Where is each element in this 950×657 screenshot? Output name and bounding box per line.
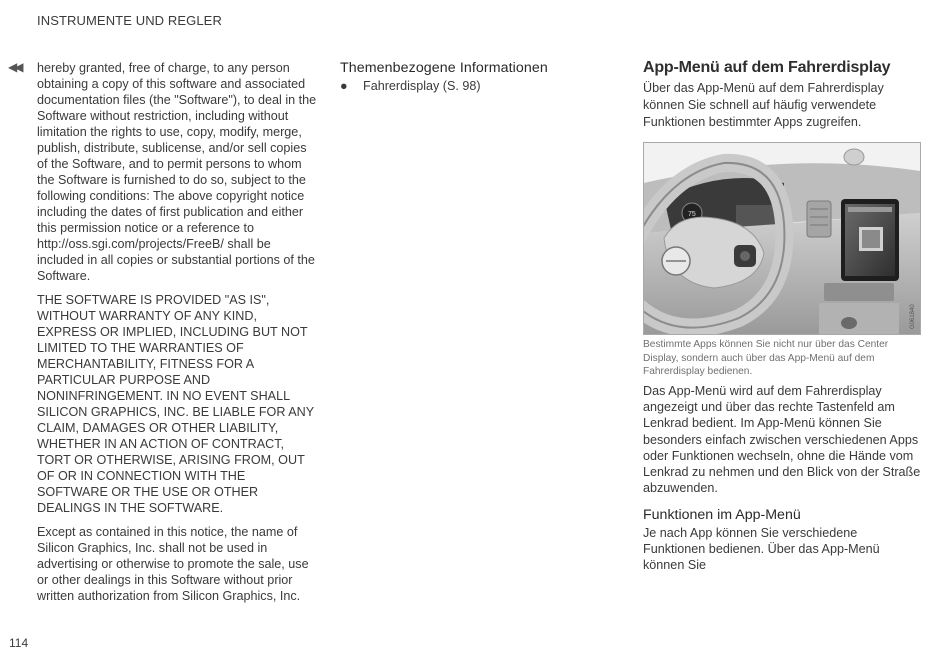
cockpit-image	[644, 143, 920, 334]
license-paragraph: hereby granted, free of charge, to any person obtaining a copy of this software and associated documentation files (the "Software"), to deal in the Software without restriction, including without limitation the rights to use, copy, modify, merge, publish, distribute, sublicense, and/or sell copies of the Software, and to permit persons to whom the Software is furnished to do so, subject to the following conditions: The above copyright notice including the dates of first publication and either this permission notice or a reference to http://oss.sgi.com/projects/FreeB/ shall be included in all copies or substantial portions of the Software.	[37, 61, 317, 283]
license-paragraph: Except as contained in this notice, the name of Silicon Graphics, Inc. shall not be used in advertising or otherwise to promote the sale, use or other dealings in this Software without prior written authorization from Silicon Graphics, Inc.	[37, 525, 309, 603]
page-number: 114	[9, 636, 29, 650]
bullet-icon: ●	[340, 79, 348, 93]
related-info-link-item[interactable]	[340, 78, 600, 94]
speed-readout: 75	[688, 211, 696, 218]
intro-paragraph: Über das App-Menü auf dem Fahrerdisplay können Sie schnell auf häufig verwendete Funktionen bestimmter Apps zugreifen.	[643, 81, 884, 129]
related-info-list	[340, 78, 600, 94]
figure-id: G061840	[910, 304, 916, 329]
subheading: Funktionen im App-Menü	[643, 507, 801, 523]
body-paragraph-2: Je nach App können Sie verschiedene Funktionen bedienen. Über das App-Menü können Sie	[643, 526, 880, 573]
body-paragraph: Das App-Menü wird auf dem Fahrerdisplay angezeigt und über das rechte Tastenfeld am Lenkrad bedient. Im App-Menü können Sie besonders einfach zwischen verschiedenen Apps oder Funktionen wechseln, ohne die Hände vom Lenkrad zu nehmen und den Blick von der Straße abzuwenden.	[643, 384, 921, 496]
app-menu-section	[643, 59, 923, 131]
related-info-link[interactable]: Fahrerdisplay (S. 98)	[363, 79, 481, 93]
dashboard-illustration	[643, 142, 921, 335]
related-info-heading: Themenbezogene Informationen	[340, 60, 548, 76]
section-header: INSTRUMENTE UND REGLER	[37, 13, 222, 28]
figure-caption: Bestimmte Apps können Sie nicht nur über das Center Display, sondern auch über das App-Menü auf dem Fahrerdisplay bedienen.	[643, 339, 889, 377]
license-paragraph: THE SOFTWARE IS PROVIDED "AS IS", WITHOUT WARRANTY OF ANY KIND, EXPRESS OR IMPLIED, INCLUDING BUT NOT LIMITED TO THE WARRANTIES OF MERCHANTABILITY, FITNESS FOR A PARTICULAR PURPOSE AND NONINFRINGEMENT. IN NO EVENT SHALL SILICON GRAPHICS, INC. BE LIABLE FOR ANY CLAIM, DAMAGES OR OTHER LIABILITY, WHETHER IN AN ACTION OF CONTRACT, TORT OR OTHERWISE, ARISING FROM, OUT OF OR IN CONNECTION WITH THE SOFTWARE OR THE USE OR OTHER DEALINGS IN THE SOFTWARE.	[37, 293, 314, 515]
continued-from-previous-icon[interactable]: ◀◀	[8, 60, 21, 74]
license-text-column	[37, 60, 317, 612]
related-info-column	[340, 60, 600, 94]
section-heading: App-Menü auf dem Fahrerdisplay	[643, 59, 891, 76]
